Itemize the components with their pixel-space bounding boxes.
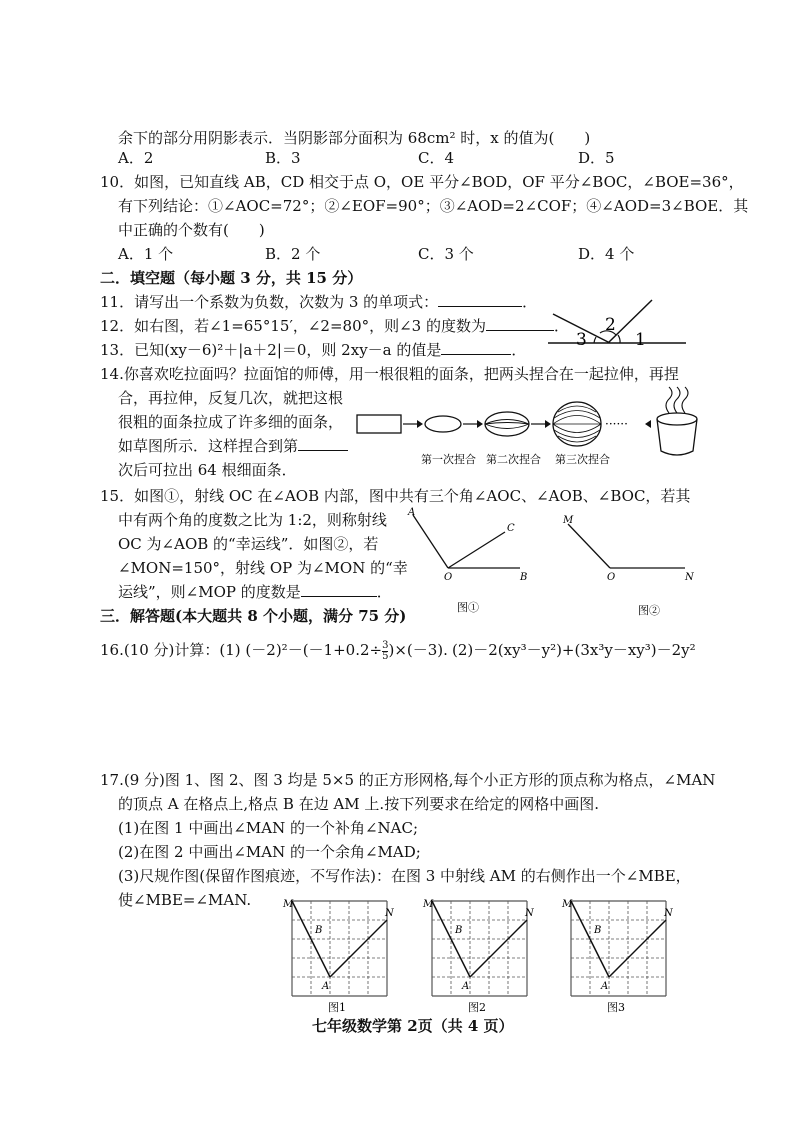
ray-OC — [448, 532, 505, 568]
section-3-heading: 三．解答题(本大题共 8 个小题，满分 75 分) — [100, 607, 407, 625]
q16-part1 — [100, 640, 448, 662]
q10-line2: 有下列结论：①∠AOC=72°；②∠EOF=90°；③∠AOD=2∠COF；④∠AOD=3∠BOE．其 — [118, 197, 749, 215]
fig2-label-N: N — [685, 572, 694, 583]
q13 — [100, 340, 526, 360]
q13-answer-blank[interactable] — [441, 340, 511, 355]
q10-line3: 中正确的个数有( ) — [118, 221, 265, 239]
q9-option-b: B．3 — [265, 149, 301, 167]
q12-answer-blank[interactable] — [486, 316, 554, 331]
fig1-label-C: C — [507, 523, 515, 534]
fig1-label-O: O — [444, 572, 453, 583]
q9-option-c: C．4 — [418, 149, 455, 167]
grid-label-A: A — [601, 981, 609, 992]
q16-fraction-denominator: 5 — [382, 650, 389, 662]
grid-label-A: A — [462, 981, 470, 992]
q9-option-a: A．2 — [118, 149, 154, 167]
q9-option-d: D．5 — [578, 149, 615, 167]
q14-line2: 合，再拉伸，反复几次，就把这根 — [118, 389, 344, 407]
q16-part1-head: 16.(10 分)计算：(1) (－2)²－(－1+0.2÷ — [100, 641, 383, 659]
grid-label-B: B — [315, 925, 323, 936]
q14-line4-text: 如草图所示．这样捏合到第 — [118, 437, 299, 455]
q14-caption-3: 第三次捏合 — [555, 453, 610, 466]
q10-option-a: A．1 个 — [118, 245, 174, 263]
q10-option-d: D．4 个 — [578, 245, 635, 263]
q14-line1: 14.你喜欢吃拉面吗？拉面馆的师傅，用一根很粗的面条，把两头捏合在一起拉伸，再捏 — [100, 365, 679, 383]
section-2-heading: 二．填空题（每小题 3 分，共 15 分） — [100, 269, 363, 287]
fig1-caption: 图① — [457, 601, 479, 614]
q12-label-2: 2 — [605, 315, 616, 335]
q17-line4: (2)在图 2 中画出∠MAN 的一个余角∠MAD; — [118, 843, 421, 861]
q11-end: ． — [522, 293, 538, 311]
q11-text: 11．请写出一个系数为负数，次数为 3 的单项式： — [100, 293, 439, 311]
q15-end: ． — [376, 583, 392, 601]
q15-line5-text: 运线”，则∠MOP 的度数是 — [118, 583, 301, 601]
ray-AN — [330, 920, 387, 977]
ray-AN — [609, 920, 666, 977]
grid-label-B: B — [594, 925, 602, 936]
grid-figure-3 — [563, 895, 675, 1015]
q12-angle-figure — [548, 300, 688, 348]
q16-fraction-numerator: 3 — [382, 639, 389, 651]
ray-AN — [470, 920, 527, 977]
q17-line6: 使∠MBE=∠MAN. — [118, 891, 252, 909]
q15-line2: 中有两个角的度数之比为 1:2，则称射线 — [118, 511, 387, 529]
grid-label-B: B — [455, 925, 463, 936]
q15-line3: OC 为∠AOB 的“幸运线”．如图②，若 — [118, 535, 379, 553]
q12-text: 12．如右图，若∠1=65°15′，∠2=80°，则∠3 的度数为 — [100, 317, 486, 335]
q14-caption-2: 第二次捏合 — [486, 453, 541, 466]
q15-answer-blank[interactable] — [301, 582, 377, 597]
q11 — [100, 292, 537, 312]
q15-line4: ∠MON=150°，射线 OP 为∠MON 的“幸 — [118, 559, 408, 577]
ray-OA — [413, 515, 448, 568]
q15-line5 — [118, 582, 392, 602]
q17-line2: 的顶点 A 在格点上,格点 B 在边 AM 上.按下列要求在给定的网格中画图. — [118, 795, 599, 813]
grid-label-M: M — [423, 899, 434, 910]
q17-line5: (3)尺规作图(保留作图痕迹，不写作法)：在图 3 中射线 AM 的右侧作出一个∠MBE， — [118, 867, 691, 885]
grid-label-M: M — [283, 899, 294, 910]
q14-noodle-figure — [355, 385, 705, 470]
q16-part2: (2)－2(xy³－y²)+(3x³y－xy³)－2y² — [452, 641, 696, 659]
q12-label-1: 1 — [635, 330, 646, 350]
q14-caption-1: 第一次捏合 — [421, 453, 476, 466]
q9-continuation: 余下的部分用阴影表示．当阴影部分面积为 68cm² 时，x 的值为( ) — [118, 129, 591, 147]
noodle-dots: ······ — [605, 417, 628, 431]
grid-caption: 图2 — [468, 1001, 486, 1014]
q10-option-b: B．2 个 — [265, 245, 321, 263]
q14-answer-blank[interactable] — [298, 436, 348, 451]
q13-end: ． — [511, 341, 527, 359]
q10-option-c: C．3 个 — [418, 245, 474, 263]
page-footer: 七年级数学第 2页（共 4 页） — [312, 1017, 514, 1035]
q14-line3: 很粗的面条拉成了许多细的面条， — [118, 413, 344, 431]
noodle-stage-1 — [425, 416, 461, 432]
grid-label-N: N — [525, 908, 534, 919]
fig2-caption: 图② — [638, 604, 660, 617]
q14-line5: 次后可拉出 64 根细面条． — [118, 461, 297, 479]
q12-end: ． — [554, 317, 570, 335]
grid-label-M: M — [562, 899, 573, 910]
q14-line4 — [118, 436, 348, 456]
fig2-label-O: O — [607, 572, 616, 583]
grid-figure-1 — [284, 895, 396, 1015]
q16-part1-tail: )×(－3). — [388, 641, 448, 659]
q12 — [100, 316, 569, 336]
q15-figure-2 — [560, 512, 700, 617]
q12-label-3: 3 — [576, 330, 587, 350]
ray-OM — [568, 524, 610, 568]
noodle-bar — [357, 415, 401, 433]
q10-line1: 10．如图，已知直线 AB，CD 相交于点 O，OE 平分∠BOD，OF 平分∠BOC，∠BOE=36°， — [100, 173, 744, 191]
q17-line1: 17.(9 分)图 1、图 2、图 3 均是 5×5 的正方形网格,每个小正方形的顶点称为格点，∠MAN — [100, 771, 716, 789]
grid-caption: 图1 — [328, 1001, 346, 1014]
fig2-label-M: M — [563, 515, 574, 526]
grid-caption: 图3 — [607, 1001, 625, 1014]
q13-text: 13．已知(xy－6)²＋|a＋2|＝0，则 2xy－a 的值是 — [100, 341, 442, 359]
q17-line3: (1)在图 1 中画出∠MAN 的一个补角∠NAC; — [118, 819, 419, 837]
q11-answer-blank[interactable] — [438, 292, 522, 307]
grid-figure-2 — [424, 895, 536, 1015]
fig1-label-B: B — [520, 572, 528, 583]
q15-figure-1 — [405, 505, 545, 615]
fig1-label-A: A — [408, 507, 416, 518]
grid-label-N: N — [385, 908, 394, 919]
grid-label-N: N — [664, 908, 673, 919]
grid-label-A: A — [322, 981, 330, 992]
q15-line1: 15．如图①，射线 OC 在∠AOB 内部，图中共有三个角∠AOC、∠AOB、∠BOC，若其 — [100, 487, 691, 505]
noodle-stage-2 — [485, 412, 529, 436]
